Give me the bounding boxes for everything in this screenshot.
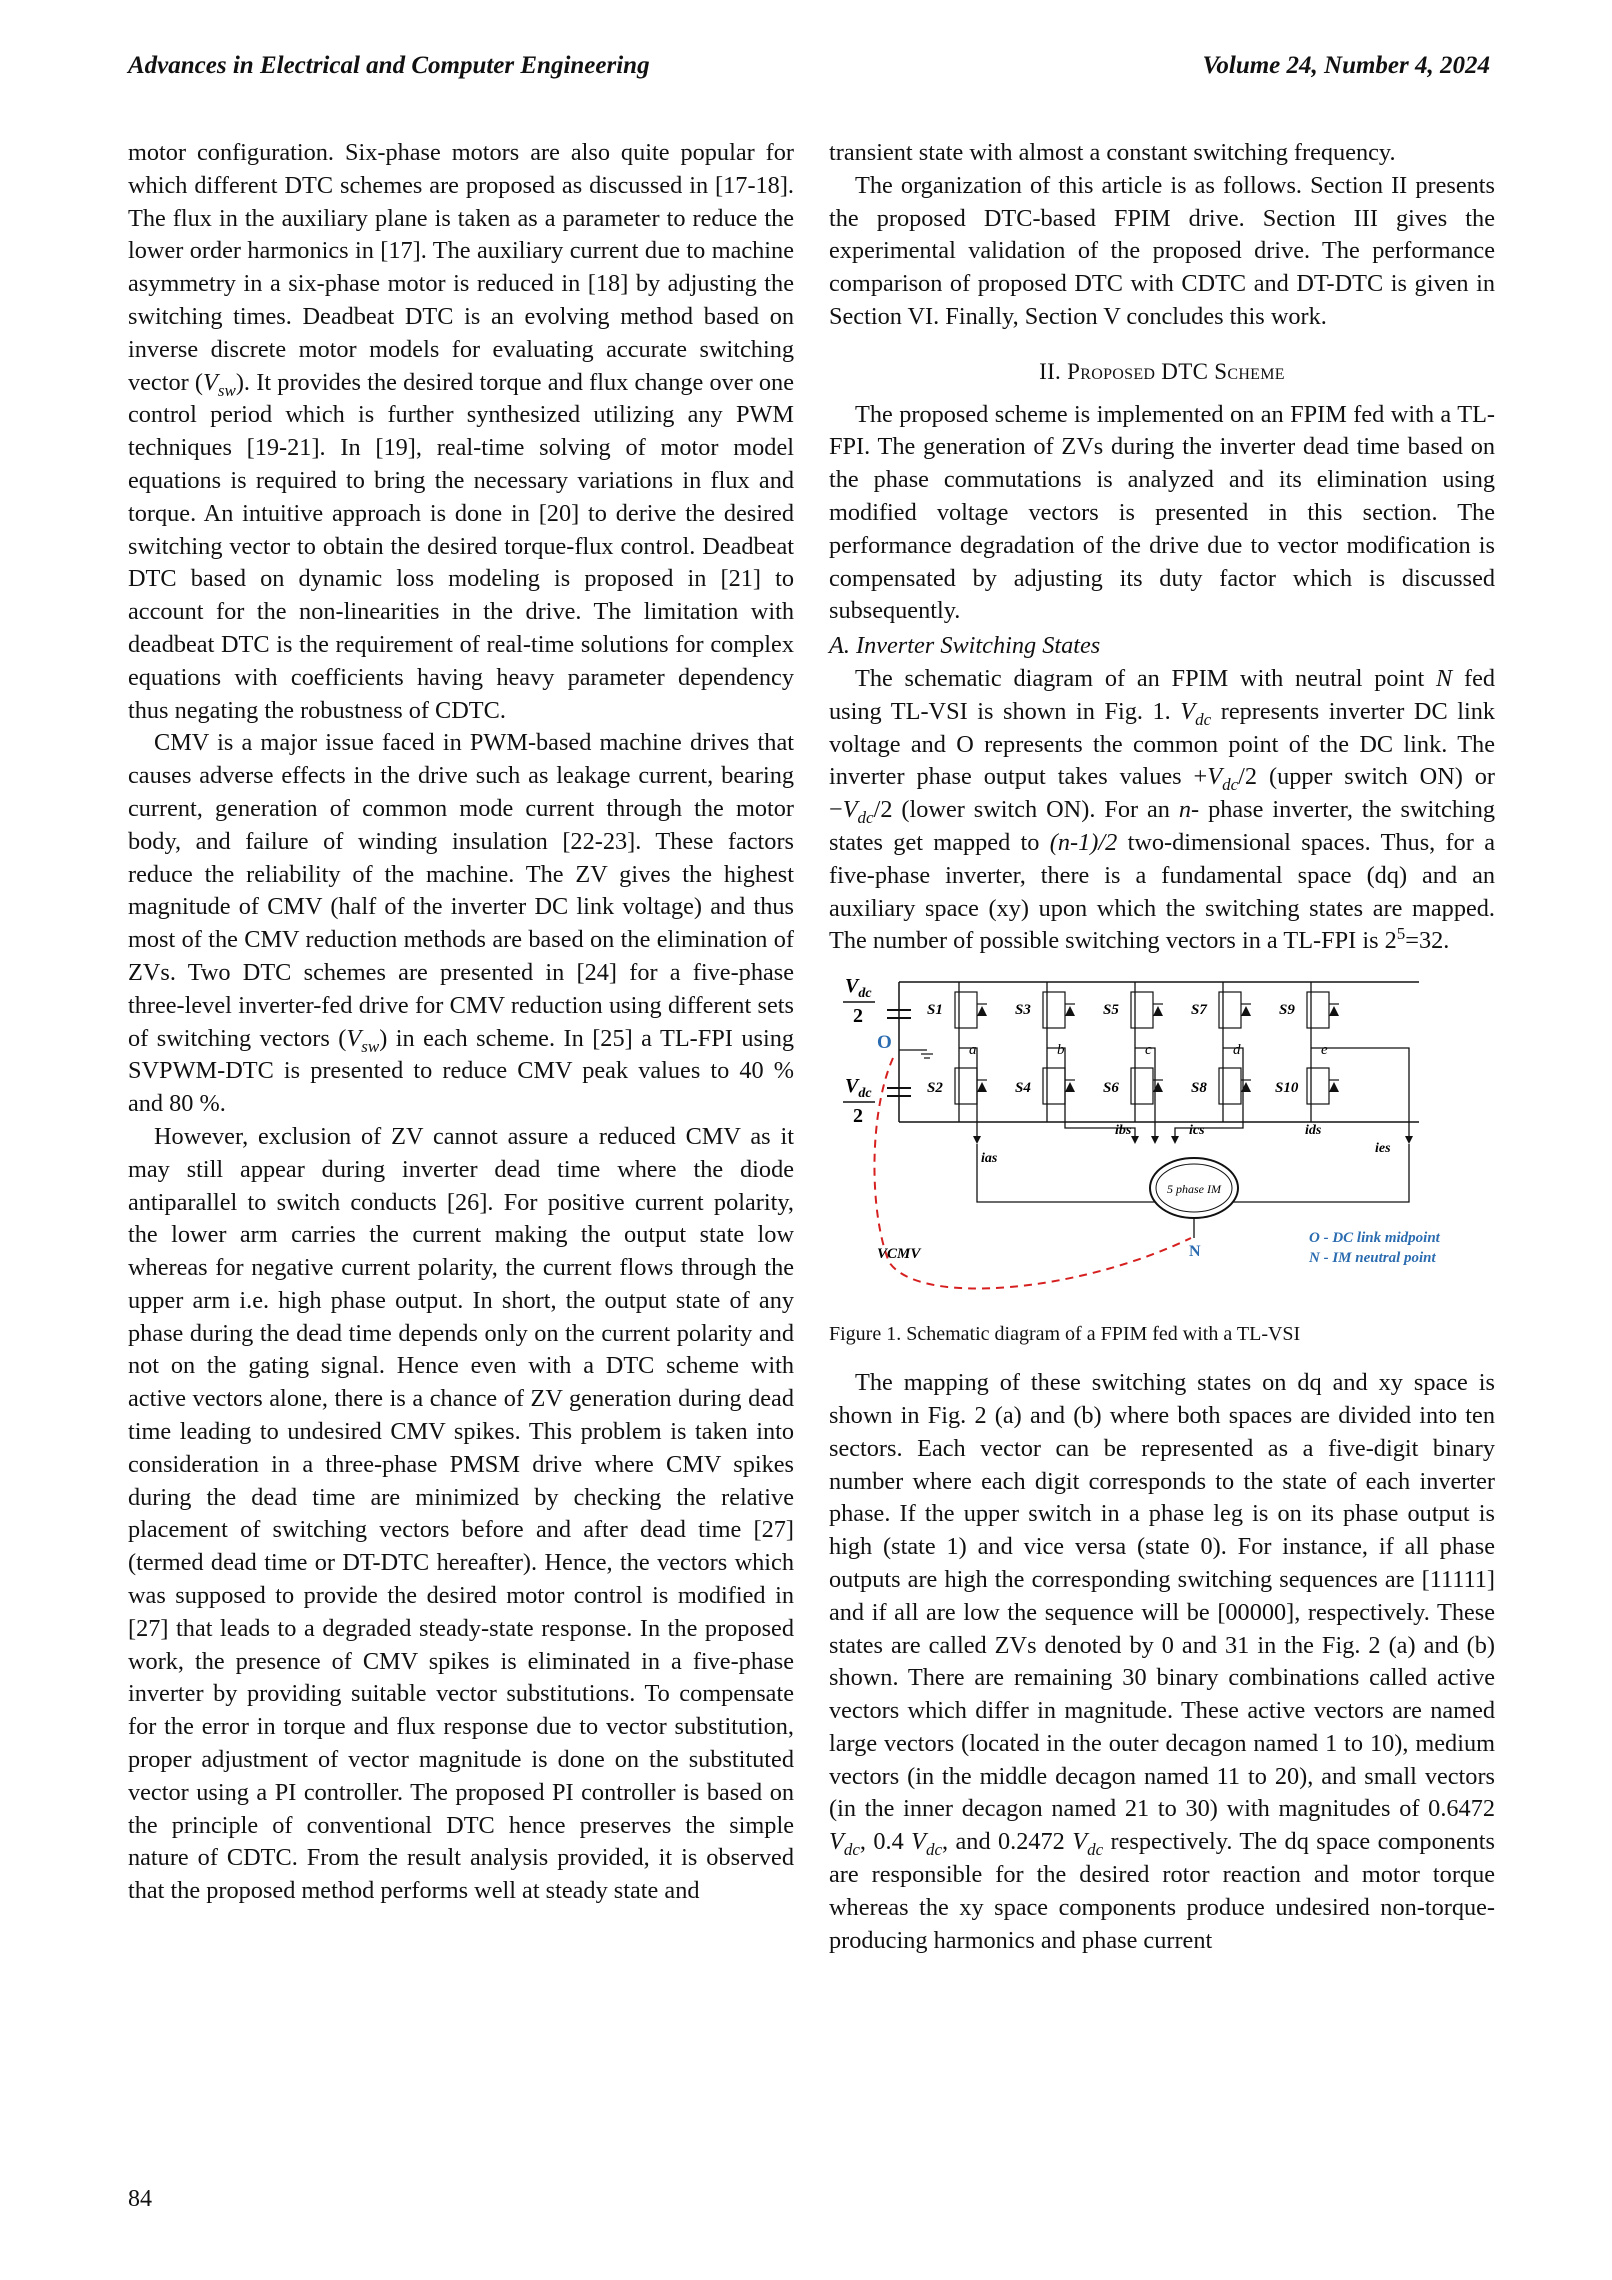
vdc-bottom-label: $V_{dc}$ [845,1075,872,1102]
o-label: O [877,1032,892,1054]
phase-node-e: e [1321,1042,1328,1059]
right-paragraph-0: transient state with almost a constant switching frequency. [829,139,1396,166]
vdc-top-two: 2 [853,1005,863,1028]
switch-label-bottom-4: S8 [1191,1080,1207,1097]
phase-node-a: a [969,1042,977,1059]
phase-node-b: b [1057,1042,1065,1059]
right-paragraph-4: The mapping of these switching states on dq and xy space is shown in Fig. 2 (a) and (b) where both spaces are divided into ten sectors. Each vector can be represented as a five-digit binary number where each digit corresponds to the state of each inverter phase. If the upper switch in a phase leg is on its phase output is high (state 1) and vice versa (state 0). For instance, if all phase outputs are high the corresponding switching sequences are [11111] and if all are low the sequence will be [00000], respectively. These states are called ZVs denoted by 0 and 31 in the Fig. 2 (a) and (b) shown. There are remaining 30 binary combinations called active vectors which differ in magnitude. These active vectors are named large vectors (located in the outer decagon named 1 to 10), medium vectors (in the middle decagon named 11 to 20), and small vectors (in the inner decagon named 21 to 30) with magnitudes of 0.6472 $V_{dc}$, 0.4 $V_{dc}$, and 0.2472 $V_{dc}$ respectively. The dq space components are responsible for the desired rotor reaction and motor torque whereas the xy space components produce undesired non-torque-producing harmonics and phase current [829,1369,1496,1954]
vcmv-label: VCMV [877,1246,921,1263]
journal-title: Advances in Electrical and Computer Engineering [128,52,650,79]
switch-label-bottom-1: S2 [927,1080,943,1097]
subsection-heading: A. Inverter Switching States [829,632,1101,660]
section-heading: II. Proposed DTC Scheme [1039,358,1285,384]
phase-node-c: c [1145,1042,1152,1059]
vdc-top-label: $V_{dc}$ [845,975,872,1002]
switch-label-top-1: S1 [927,1002,943,1019]
switch-label-bottom-5: S10 [1275,1080,1299,1097]
figure-1-schematic [829,962,1495,1317]
current-ids: ids [1305,1123,1322,1139]
left-paragraph-3: However, exclusion of ZV cannot assure a reduced CMV as it may still appear during inverter dead time where the diode antiparallel to switch conducts [26]. For positive current polarity, the lower arm carries the current making the output state low whereas for negative current polarity, the current flows through the upper arm i.e. high phase output. In short, the output state of any phase during the dead time depends only on the current polarity and not on the gating signal. Hence even with a DTC scheme with active vectors alone, there is a chance of ZV generation during dead time leading to undesired CMV spikes. This problem is taken into consideration in a three-phase PMSM drive where CMV spikes during the dead time are minimized by checking the relative placement of switching vectors before and after dead time [27] (termed dead time or DT-DTC hereafter). Hence, the vectors which was supposed to provide the desired motor control is modified in [27] that leads to a degraded steady-state response. In the proposed work, the presence of CMV spikes is eliminated in a five-phase inverter by providing suitable vector substitutions. To compensate for the error in torque and flux response due to vector substitution, proper adjustment of vector magnitude is done on the substituted vector using a PI controller. The proposed PI controller is based on the principle of conventional DTC hence preserves the simple nature of CDTC. From the result analysis provided, it is observed that the proposed method performs well at steady state and [128,1122,794,1905]
right-paragraph-3: The schematic diagram of an FPIM with neutral point N fed using TL-VSI is shown in Fig. 1. $V_{dc}$ represents inverter DC link voltage and O represents the common point of the DC link. The inverter phase output takes values $+V_{dc}/2$ (upper switch ON) or $-V_{dc}/2$ (lower switch ON). For an n- phase inverter, the switching states get mapped to (n-1)/2 two-dimensional spaces. Thus, for a five-phase inverter, there is a fundamental space (dq) and an auxiliary space (xy) upon which the switching states are mapped. The number of possible switching vectors in a TL-FPI is $2^5=32$. [829,664,1496,955]
legend-n: N - IM neutral point [1309,1250,1436,1267]
volume-info: Volume 24, Number 4, 2024 [1202,52,1490,79]
right-paragraph-2: The proposed scheme is implemented on an FPIM fed with a TL-FPI. The generation of ZVs during the inverter dead time based on the phase commutations is analyzed and its elimination using modified voltage vectors is presented in this section. The performance degradation of the drive due to vector modification is compensated by adjusting its duty factor which is discussed subsequently. [829,400,1495,625]
vcmv-path [874,1058,1191,1289]
legend-o: O - DC link midpoint [1309,1230,1440,1247]
left-paragraph-2: CMV is a major issue faced in PWM-based machine drives that causes adverse effects in the drive such as leakage current, bearing current, generation of common mode current through the motor body, and failure of winding insulation [22-23]. These factors reduce the reliability of the machine. The ZV gives the highest magnitude of CMV (half of the inverter DC link voltage) and thus most of the CMV reduction methods are based on the elimination of ZVs. Two DTC schemes are presented in [24] for a five-phase three-level inverter-fed drive for CMV reduction using different sets of switching vectors $(V_{sw})$ in each scheme. In [25] a TL-FPI using SVPWM-DTC is presented to reduce CMV peak values to 40 % and 80 %. [128,729,794,1118]
right-column [829,137,1495,1957]
switch-label-top-5: S9 [1279,1002,1295,1019]
phase-node-d: d [1233,1042,1241,1059]
current-ias: ias [981,1151,998,1167]
current-ics: ics [1189,1123,1205,1139]
switch-label-bottom-3: S6 [1103,1080,1119,1097]
n-label: N [1189,1243,1201,1261]
switch-label-top-2: S3 [1015,1002,1031,1019]
switch-label-bottom-2: S4 [1015,1080,1031,1097]
motor-label: 5 phase IM [1167,1182,1221,1197]
right-paragraph-1: The organization of this article is as follows. Section II presents the proposed DTC-based FPIM drive. Section III gives the experimental validation of the proposed drive. The performance comparison of proposed DTC with CDTC and DT-DTC is given in Section VI. Finally, Section V concludes this work. [829,171,1495,330]
current-ibs: ibs [1115,1123,1132,1139]
switch-label-top-4: S7 [1191,1002,1207,1019]
switch-label-top-3: S5 [1103,1002,1119,1019]
vdc-bottom-two: 2 [853,1105,863,1128]
current-ies: ies [1375,1141,1391,1157]
left-column [128,137,794,1908]
figure-caption: Figure 1. Schematic diagram of a FPIM fed with a TL-VSI [829,1323,1301,1346]
page-number: 84 [128,2186,152,2212]
schematic-diagram [829,962,1495,1317]
left-paragraph-1: motor configuration. Six-phase motors are also quite popular for which different DTC schemes are proposed as discussed in [17-18]. The flux in the auxiliary plane is taken as a parameter to reduce the lower order harmonics in [17]. The auxiliary current due to machine asymmetry in a six-phase motor is reduced in [18] by adjusting the switching times. Deadbeat DTC is an evolving method based on inverse discrete motor models for evaluating accurate switching vector $(V_{sw})$. It provides the desired torque and flux change over one control period which is further synthesized utilizing any PWM techniques [19-21]. In [19], real-time solving of motor model equations is required to bring the necessary variations in flux and torque. An intuitive approach is done in [20] to derive the desired switching vector to obtain the desired torque-flux control. Deadbeat DTC based on dynamic loss modeling is proposed in [21] to account for the non-linearities in the drive. The limitation with deadbeat DTC is the requirement of real-time solutions for complex equations with coefficients having heavy parameter dependency thus negating the robustness of CDTC. [128,139,794,724]
